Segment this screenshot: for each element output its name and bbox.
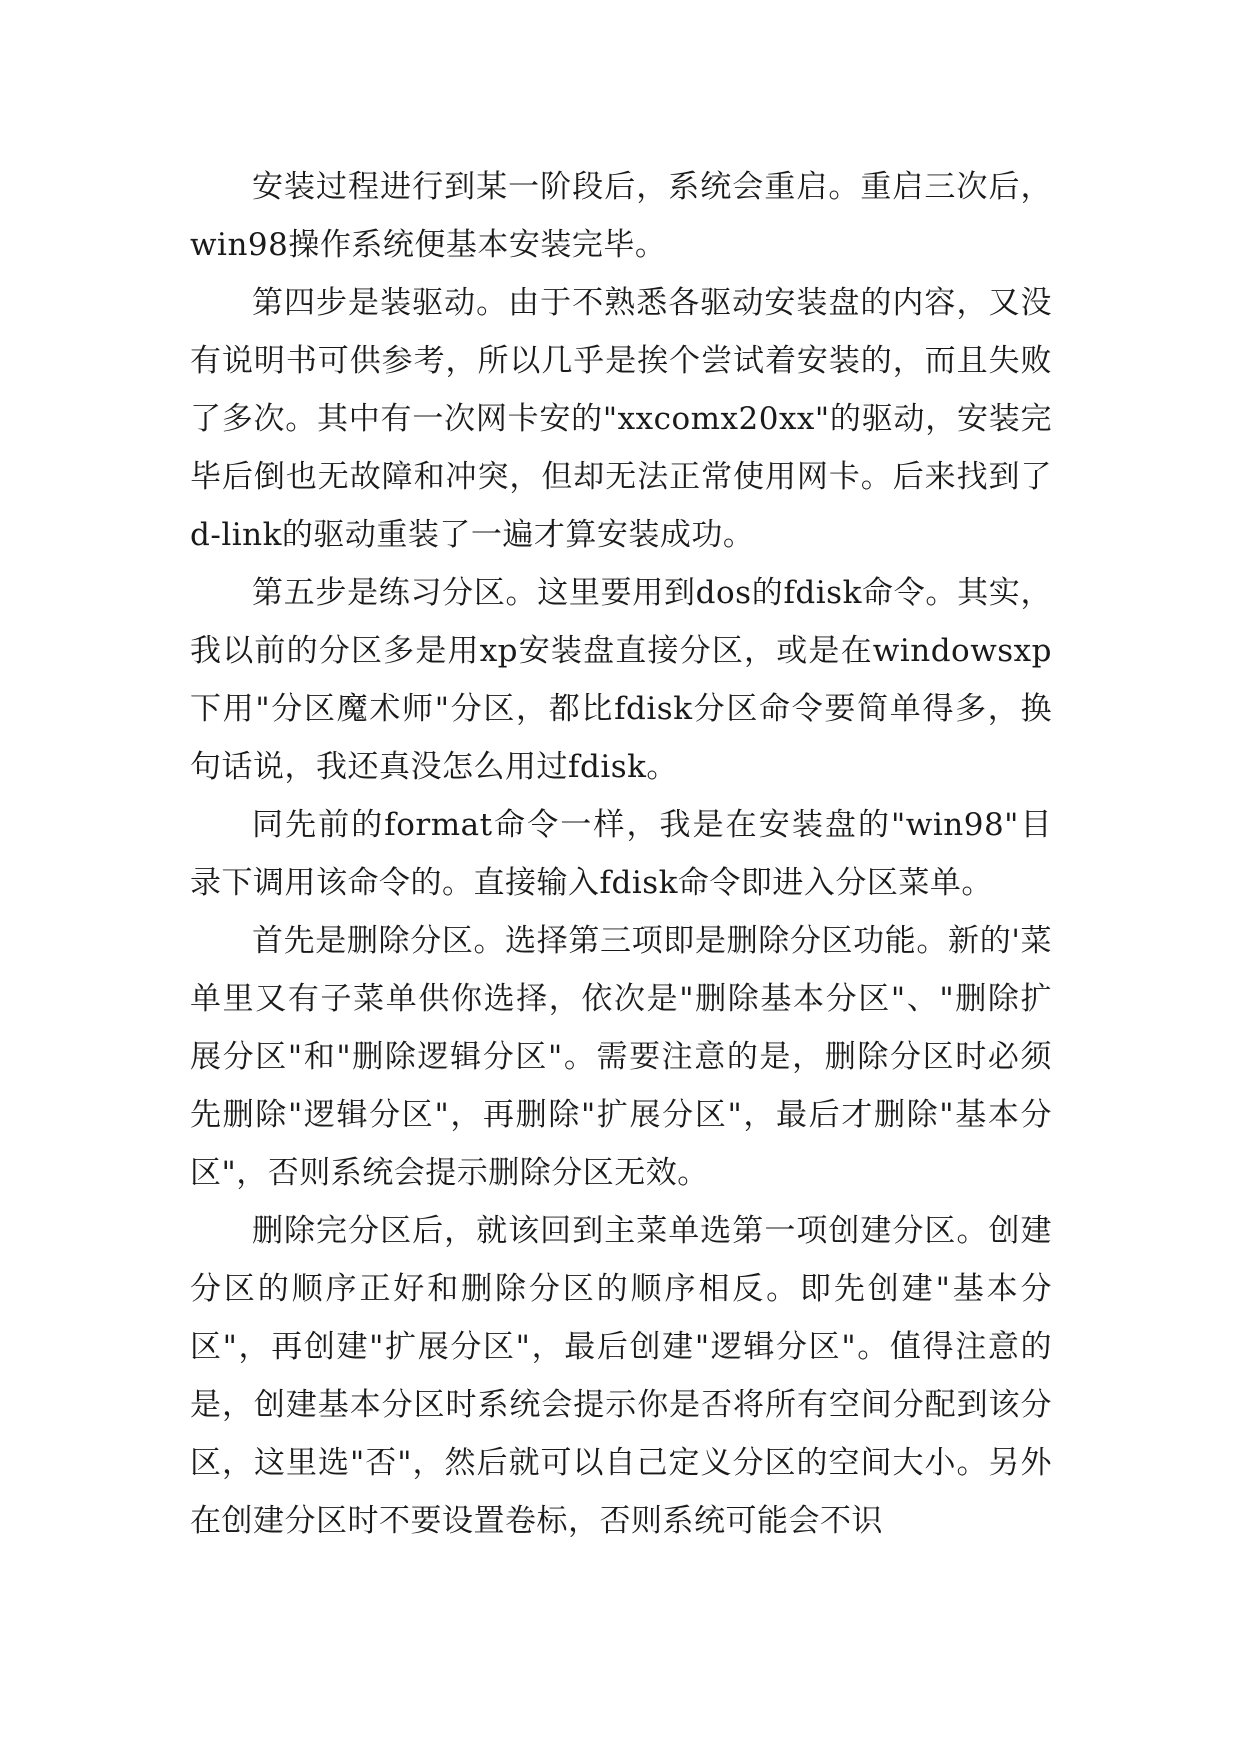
paragraph-format-command: 同先前的format命令一样，我是在安装盘的"win98"目录下调用该命令的。直接输入fdisk命令即进入分区菜单。 (190, 807, 1052, 901)
paragraph-step-four-drivers: 第四步是装驱动。由于不熟悉各驱动安装盘的内容，又没有说明书可供参考，所以几乎是挨个尝试着安装的，而且失败了多次。其中有一次网卡安的"xxcomx20xx"的驱动，安装完毕后倒也无故障和冲突，但却无法正常使用网卡。后来找到了d-link的驱动重装了一遍才算安装成功。 (190, 285, 1052, 553)
paragraph-create-partition: 删除完分区后，就该回到主菜单选第一项创建分区。创建分区的顺序正好和删除分区的顺序相反。即先创建"基本分区"，再创建"扩展分区"，最后创建"逻辑分区"。值得注意的是，创建基本分区时系统会提示你是否将所有空间分配到该分区，这里选"否"，然后就可以自己定义分区的空间大小。另外在创建分区时不要设置卷标，否则系统可能会不识 (190, 1213, 1052, 1539)
document-body (190, 158, 1052, 1550)
paragraph-win98-install-complete: 安装过程进行到某一阶段后，系统会重启。重启三次后，win98操作系统便基本安装完毕。 (190, 169, 1052, 263)
paragraph-delete-partition: 首先是删除分区。选择第三项即是删除分区功能。新的'菜单里又有子菜单供你选择，依次是"删除基本分区"、"删除扩展分区"和"删除逻辑分区"。需要注意的是，删除分区时必须先删除"逻辑分区"，再删除"扩展分区"，最后才删除"基本分区"，否则系统会提示删除分区无效。 (190, 923, 1052, 1191)
paragraph-step-five-partition: 第五步是练习分区。这里要用到dos的fdisk命令。其实，我以前的分区多是用xp安装盘直接分区，或是在windowsxp下用"分区魔术师"分区，都比fdisk分区命令要简单得多，换句话说，我还真没怎么用过fdisk。 (190, 575, 1052, 785)
